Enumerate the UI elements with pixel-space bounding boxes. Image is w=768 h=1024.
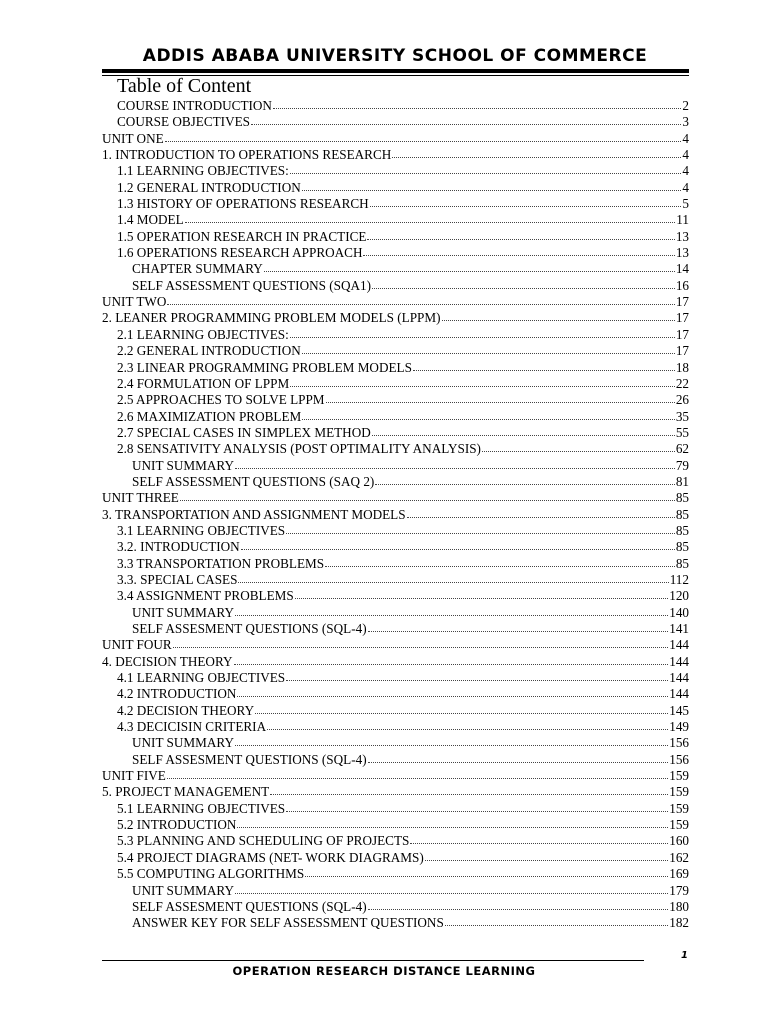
toc-entry-label: 3.2. INTRODUCTION — [117, 539, 240, 555]
toc-entry-page-number: 120 — [669, 588, 689, 604]
toc-dot-leader — [273, 98, 681, 109]
toc-entry[interactable] — [102, 670, 689, 686]
toc-entry-label: 2. LEANER PROGRAMMING PROBLEM MODELS (LPPM) — [102, 310, 441, 326]
toc-entry[interactable] — [102, 212, 689, 228]
toc-entry[interactable] — [102, 719, 689, 735]
toc-entry-label: SELF ASSESSMENT QUESTIONS (SQA1) — [132, 277, 372, 293]
toc-entry[interactable] — [102, 98, 689, 114]
toc-dot-leader — [180, 490, 675, 501]
toc-entry[interactable] — [102, 686, 689, 702]
toc-entry-label: ANSWER KEY FOR SELF ASSESSMENT QUESTIONS — [132, 915, 444, 931]
toc-entry[interactable] — [102, 376, 689, 392]
toc-dot-leader — [286, 670, 668, 681]
toc-dot-leader — [167, 294, 674, 305]
toc-entry[interactable] — [102, 850, 689, 866]
toc-dot-leader — [392, 147, 681, 158]
toc-entry-page-number: 156 — [669, 735, 689, 751]
toc-entry-page-number: 179 — [669, 882, 689, 898]
toc-entry[interactable] — [102, 801, 689, 817]
toc-entry-label: 1.4 MODEL — [117, 212, 184, 228]
footer-page-number: 1 — [681, 950, 688, 961]
toc-dot-leader — [238, 572, 668, 583]
toc-entry-label: 1.6 OPERATIONS RESEARCH APPROACH — [117, 245, 363, 261]
toc-entry-label: 1. INTRODUCTION TO OPERATIONS RESEARCH — [102, 147, 392, 163]
toc-entry-page-number: 85 — [675, 539, 689, 555]
toc-dot-leader — [290, 163, 682, 174]
toc-entry-label: UNIT FOUR — [102, 637, 172, 653]
toc-dot-leader — [425, 850, 668, 861]
toc-entry-page-number: 17 — [675, 294, 689, 310]
toc-entry[interactable] — [102, 768, 689, 784]
toc-entry[interactable] — [102, 539, 689, 555]
toc-entry[interactable] — [102, 458, 689, 474]
toc-entry[interactable] — [102, 360, 689, 376]
toc-dot-leader — [235, 458, 675, 469]
toc-entry[interactable] — [102, 654, 689, 670]
toc-entry-label: 2.2 GENERAL INTRODUCTION — [117, 343, 301, 359]
toc-entry-page-number: 26 — [675, 392, 689, 408]
toc-entry-label: CHAPTER SUMMARY — [132, 261, 263, 277]
toc-entry[interactable] — [102, 425, 689, 441]
toc-dot-leader — [235, 735, 668, 746]
toc-entry-label: 2.4 FORMULATION OF LPPM — [117, 375, 290, 391]
toc-entry[interactable] — [102, 572, 689, 588]
toc-entry-label: 2.5 APPROACHES TO SOLVE LPPM — [117, 392, 325, 408]
toc-entry-page-number: 13 — [675, 228, 689, 244]
toc-entry[interactable] — [102, 245, 689, 261]
toc-dot-leader — [270, 784, 668, 795]
toc-heading: Table of Content — [117, 75, 252, 97]
toc-entry[interactable] — [102, 637, 689, 653]
toc-dot-leader — [173, 637, 668, 648]
toc-entry-label: SELF ASSESMENT QUESTIONS (SQL-4) — [132, 621, 367, 636]
toc-entry-page-number: 4 — [682, 130, 689, 146]
toc-dot-leader — [267, 719, 668, 730]
toc-entry-label: 1.1 LEARNING OBJECTIVES: — [117, 163, 289, 179]
toc-dot-leader — [295, 588, 668, 599]
toc-entry[interactable] — [102, 883, 689, 899]
toc-dot-leader — [482, 441, 675, 452]
toc-entry[interactable] — [102, 523, 689, 539]
toc-entry-page-number: 81 — [675, 473, 689, 489]
toc-entry-page-number: 144 — [669, 637, 689, 653]
toc-entry[interactable] — [102, 392, 689, 408]
toc-dot-leader — [237, 817, 668, 828]
toc-dot-leader — [255, 703, 668, 714]
toc-entry-page-number: 144 — [669, 670, 689, 686]
toc-dot-leader — [325, 556, 675, 567]
toc-entry[interactable] — [102, 180, 689, 196]
toc-dot-leader — [235, 883, 668, 894]
toc-dot-leader — [305, 866, 668, 877]
toc-entry[interactable] — [102, 621, 689, 637]
toc-entry-label: 5. PROJECT MANAGEMENT — [102, 784, 270, 800]
toc-dot-leader — [251, 114, 681, 125]
toc-dot-leader — [185, 212, 676, 223]
toc-dot-leader — [286, 801, 668, 812]
toc-entry-page-number: 4 — [682, 179, 689, 195]
toc-entry-label: 3.1 LEARNING OBJECTIVES — [117, 522, 286, 538]
toc-entry-label: 4. DECISION THEORY — [102, 653, 233, 669]
toc-entry-label: UNIT ONE — [102, 130, 164, 146]
toc-entry-page-number: 159 — [669, 784, 689, 800]
toc-entry[interactable] — [102, 490, 689, 506]
toc-entry-page-number: 22 — [675, 375, 689, 391]
toc-dot-leader — [370, 196, 682, 207]
footer-text: OPERATION RESEARCH DISTANCE LEARNING — [232, 964, 536, 978]
toc-dot-leader — [290, 376, 675, 387]
toc-entry[interactable] — [102, 261, 689, 277]
toc-entry-page-number: 17 — [675, 343, 689, 359]
toc-entry-page-number: 169 — [669, 866, 689, 882]
toc-entry-page-number: 159 — [669, 768, 689, 784]
toc-entry[interactable] — [102, 196, 689, 212]
toc-entry[interactable] — [102, 114, 689, 130]
toc-entry-label: 3.3. SPECIAL CASES — [117, 571, 238, 587]
toc-dot-leader — [445, 915, 668, 926]
header-rule — [102, 69, 689, 73]
toc-entry[interactable] — [102, 507, 689, 523]
toc-entry-label: 5.2 INTRODUCTION — [117, 817, 237, 833]
toc-entry-label: 1.3 HISTORY OF OPERATIONS RESEARCH — [117, 196, 369, 212]
toc-entry[interactable] — [102, 833, 689, 849]
toc-dot-leader — [235, 605, 668, 616]
toc-entry-label: UNIT SUMMARY — [132, 604, 234, 620]
toc-entry[interactable] — [102, 163, 689, 179]
toc-entry-label: 4.2 DECISION THEORY — [117, 702, 255, 718]
toc-entry-page-number: 35 — [675, 408, 689, 424]
toc-dot-leader — [286, 523, 675, 534]
toc-entry-page-number: 14 — [675, 261, 689, 277]
toc-entry-page-number: 159 — [669, 817, 689, 833]
toc-entry-label: 1.5 OPERATION RESEARCH IN PRACTICE — [117, 228, 367, 244]
toc-entry-page-number: 17 — [675, 326, 689, 342]
toc-entry-page-number: 144 — [669, 686, 689, 702]
toc-entry-page-number: 3 — [682, 114, 689, 130]
toc-dot-leader — [234, 654, 669, 665]
toc-dot-leader — [368, 752, 669, 763]
toc-entry[interactable] — [102, 588, 689, 604]
toc-entry-label: 4.1 LEARNING OBJECTIVES — [117, 670, 286, 686]
toc-entry-label: UNIT FIVE — [102, 768, 166, 784]
toc-entry-label: 5.4 PROJECT DIAGRAMS (NET- WORK DIAGRAMS) — [117, 849, 424, 865]
toc-entry-page-number: 140 — [669, 604, 689, 620]
toc-entry[interactable] — [102, 441, 689, 457]
toc-entry-page-number: 13 — [675, 245, 689, 261]
toc-entry-page-number: 162 — [669, 849, 689, 865]
toc-entry-page-number: 182 — [669, 915, 689, 931]
toc-dot-leader — [302, 409, 675, 420]
toc-entry[interactable] — [102, 915, 689, 931]
toc-entry-label: 3. TRANSPORTATION AND ASSIGNMENT MODELS — [102, 506, 406, 522]
footer-rule — [102, 960, 644, 961]
toc-entry[interactable] — [102, 752, 689, 768]
toc-entry-page-number: 16 — [675, 277, 689, 293]
toc-entry[interactable] — [102, 605, 689, 621]
toc-entry-label: SELF ASSESMENT QUESTIONS (SQL-4) — [132, 751, 367, 767]
toc-entry[interactable] — [102, 310, 689, 326]
toc-entry-label: 2.1 LEARNING OBJECTIVES: — [117, 326, 289, 342]
toc-entry[interactable] — [102, 703, 689, 719]
toc-entry-label: 5.5 COMPUTING ALGORITHMS — [117, 866, 305, 882]
toc-entry-page-number: 62 — [675, 441, 689, 457]
toc-entry-page-number: 5 — [682, 196, 689, 212]
toc-entry-label: SELF ASSESMENT QUESTIONS (SQL-4) — [132, 898, 367, 914]
toc-entry-page-number: 85 — [675, 555, 689, 571]
toc-entry-page-number: 4 — [682, 147, 689, 163]
toc-entry-page-number: 145 — [669, 702, 689, 718]
document-header-title: ADDIS ABABA UNIVERSITY SCHOOL OF COMMERCE — [142, 46, 648, 66]
toc-entry[interactable] — [102, 817, 689, 833]
toc-entry[interactable] — [102, 474, 689, 490]
toc-dot-leader — [372, 278, 675, 289]
toc-entry-label: UNIT THREE — [102, 490, 179, 506]
toc-entry-page-number: 144 — [669, 653, 689, 669]
toc-entry-label: 5.1 LEARNING OBJECTIVES — [117, 800, 286, 816]
toc-entry[interactable] — [102, 131, 689, 147]
toc-dot-leader — [413, 360, 675, 371]
toc-entry-label: 4.3 DECICISIN CRITERIA — [117, 719, 267, 735]
toc-entry-page-number: 180 — [669, 898, 689, 914]
toc-entry[interactable] — [102, 294, 689, 310]
toc-entry[interactable] — [102, 327, 689, 343]
toc-dot-leader — [290, 327, 675, 338]
toc-entry[interactable] — [102, 147, 689, 163]
toc-entry-page-number: 2 — [682, 98, 689, 113]
table-of-contents — [102, 98, 689, 932]
toc-dot-leader — [302, 180, 682, 191]
toc-entry[interactable] — [102, 735, 689, 751]
toc-dot-leader — [264, 261, 675, 272]
toc-dot-leader — [302, 343, 675, 354]
toc-dot-leader — [326, 392, 675, 403]
toc-entry-page-number: 159 — [669, 800, 689, 816]
toc-entry-page-number: 4 — [682, 163, 689, 179]
toc-dot-leader — [241, 539, 675, 550]
toc-entry[interactable] — [102, 784, 689, 800]
toc-entry-label: SELF ASSESSMENT QUESTIONS (SAQ 2) — [132, 473, 375, 489]
toc-dot-leader — [165, 131, 682, 142]
toc-dot-leader — [367, 229, 674, 240]
toc-entry-label: 1.2 GENERAL INTRODUCTION — [117, 179, 301, 195]
toc-entry[interactable] — [102, 278, 689, 294]
toc-dot-leader — [237, 686, 668, 697]
toc-dot-leader — [363, 245, 674, 256]
toc-entry-label: 3.3 TRANSPORTATION PROBLEMS — [117, 555, 325, 571]
toc-entry-page-number: 55 — [675, 424, 689, 440]
toc-dot-leader — [167, 768, 668, 779]
toc-entry-label: 3.4 ASSIGNMENT PROBLEMS — [117, 588, 294, 604]
toc-entry-page-number: 85 — [675, 522, 689, 538]
toc-dot-leader — [410, 833, 668, 844]
toc-dot-leader — [375, 474, 675, 485]
toc-entry-label: UNIT TWO — [102, 294, 167, 310]
toc-entry-page-number: 160 — [669, 833, 689, 849]
toc-entry-page-number: 85 — [675, 506, 689, 522]
toc-entry-page-number: 149 — [669, 719, 689, 735]
toc-entry[interactable] — [102, 556, 689, 572]
toc-dot-leader — [368, 899, 669, 910]
toc-entry-label: 2.7 SPECIAL CASES IN SIMPLEX METHOD — [117, 424, 371, 440]
toc-entry-page-number: 85 — [675, 490, 689, 506]
toc-entry-label: UNIT SUMMARY — [132, 735, 234, 751]
toc-dot-leader — [368, 621, 669, 632]
toc-entry-label: 4.2 INTRODUCTION — [117, 686, 237, 702]
toc-entry-label: 5.3 PLANNING AND SCHEDULING OF PROJECTS — [117, 833, 410, 849]
toc-entry-label: 2.6 MAXIMIZATION PROBLEM — [117, 408, 302, 424]
toc-entry-label: COURSE OBJECTIVES — [117, 114, 250, 130]
toc-entry[interactable] — [102, 343, 689, 359]
toc-dot-leader — [372, 425, 675, 436]
toc-entry-page-number: 18 — [675, 359, 689, 375]
toc-entry-page-number: 11 — [676, 212, 689, 228]
toc-entry-label: 2.3 LINEAR PROGRAMMING PROBLEM MODELS — [117, 359, 412, 375]
toc-entry[interactable] — [102, 866, 689, 882]
toc-dot-leader — [407, 507, 675, 518]
toc-entry-label: UNIT SUMMARY — [132, 882, 234, 898]
toc-entry[interactable] — [102, 409, 689, 425]
toc-entry-label: UNIT SUMMARY — [132, 457, 234, 473]
toc-entry-page-number: 79 — [675, 457, 689, 473]
toc-entry-label: COURSE INTRODUCTION — [117, 98, 272, 113]
toc-entry[interactable] — [102, 229, 689, 245]
toc-entry-page-number: 17 — [675, 310, 689, 326]
toc-entry-label: 2.8 SENSATIVITY ANALYSIS (POST OPTIMALITY ANALYSIS) — [117, 441, 481, 457]
toc-entry-page-number: 141 — [669, 621, 689, 636]
toc-dot-leader — [442, 310, 675, 321]
toc-entry[interactable] — [102, 899, 689, 915]
toc-entry-page-number: 156 — [669, 751, 689, 767]
toc-entry-page-number: 112 — [669, 571, 689, 587]
